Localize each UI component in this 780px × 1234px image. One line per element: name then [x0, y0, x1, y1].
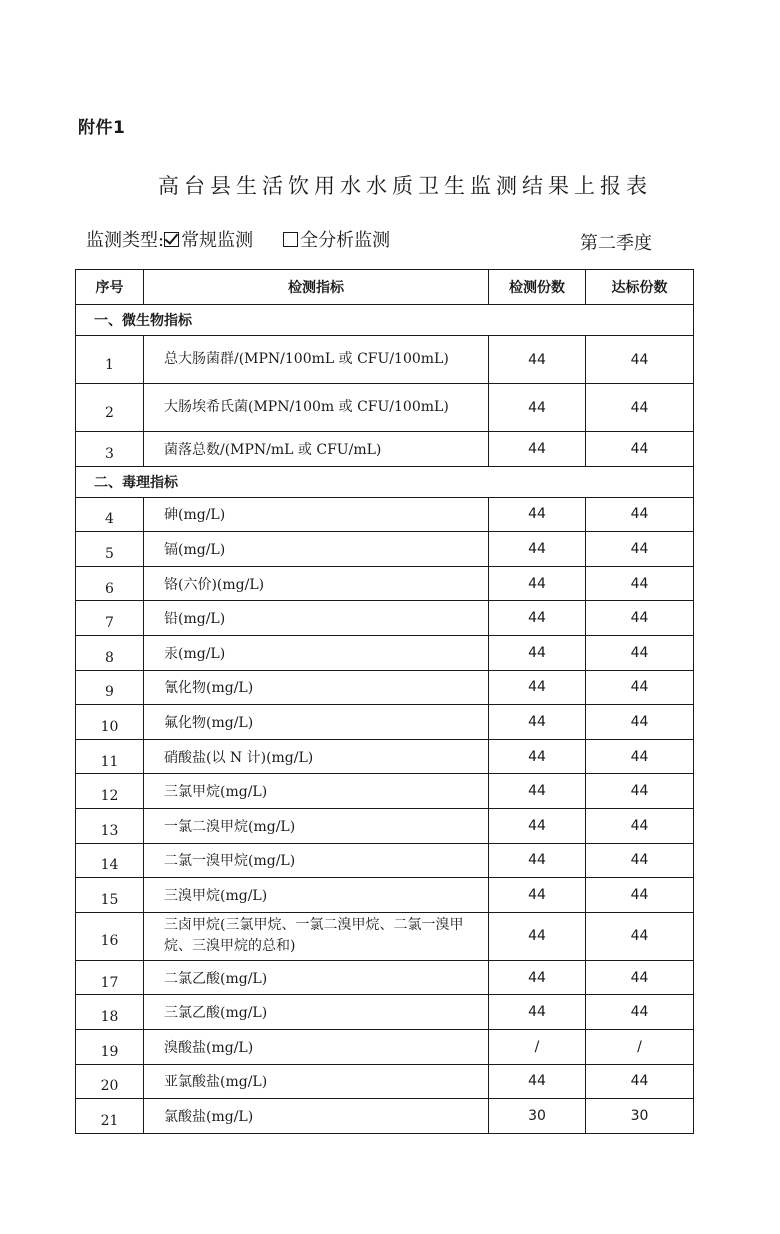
section-title: 二、毒理指标 — [76, 466, 694, 497]
cell-passed-count: 44 — [586, 497, 694, 532]
checked-checkbox-icon — [164, 232, 179, 247]
cell-serial: 19 — [76, 1029, 144, 1064]
cell-tested-count: 44 — [489, 995, 586, 1030]
cell-tested-count: 44 — [489, 384, 586, 432]
table-row — [76, 1064, 694, 1099]
header-passed-count: 达标份数 — [586, 270, 694, 305]
table-row — [76, 384, 694, 432]
table-row — [76, 336, 694, 384]
cell-indicator: 二氯一溴甲烷(mg/L) — [144, 843, 489, 878]
cell-serial: 7 — [76, 601, 144, 636]
cell-indicator: 亚氯酸盐(mg/L) — [144, 1064, 489, 1099]
cell-serial: 18 — [76, 995, 144, 1030]
cell-serial: 4 — [76, 497, 144, 532]
table-row — [76, 532, 694, 567]
monitor-type-option-routine: 常规监测 — [181, 230, 254, 251]
header-tested-count: 检测份数 — [489, 270, 586, 305]
table-row — [76, 739, 694, 774]
cell-passed-count: 44 — [586, 432, 694, 467]
cell-passed-count: 44 — [586, 739, 694, 774]
section-row — [76, 305, 694, 336]
cell-tested-count: 44 — [489, 635, 586, 670]
table-row — [76, 670, 694, 705]
cell-serial: 16 — [76, 912, 144, 960]
cell-passed-count: 44 — [586, 336, 694, 384]
cell-tested-count: 44 — [489, 601, 586, 636]
cell-tested-count: 44 — [489, 808, 586, 843]
cell-serial: 1 — [76, 336, 144, 384]
table-row — [76, 878, 694, 913]
cell-passed-count: 44 — [586, 878, 694, 913]
cell-serial: 11 — [76, 739, 144, 774]
table-row — [76, 432, 694, 467]
cell-serial: 20 — [76, 1064, 144, 1099]
cell-passed-count: 44 — [586, 670, 694, 705]
cell-indicator: 总大肠菌群/(MPN/100mL 或 CFU/100mL) — [144, 336, 489, 384]
cell-passed-count: 44 — [586, 601, 694, 636]
cell-indicator: 氰化物(mg/L) — [144, 670, 489, 705]
cell-indicator: 硝酸盐(以 N 计)(mg/L) — [144, 739, 489, 774]
cell-tested-count: 44 — [489, 1064, 586, 1099]
cell-tested-count: 44 — [489, 432, 586, 467]
section-row — [76, 466, 694, 497]
cell-passed-count: 44 — [586, 960, 694, 995]
table-row — [76, 912, 694, 960]
attachment-label: 附件1 — [78, 118, 126, 138]
header-indicator: 检测指标 — [144, 270, 489, 305]
cell-serial: 9 — [76, 670, 144, 705]
cell-tested-count: 44 — [489, 532, 586, 567]
cell-indicator: 铬(六价)(mg/L) — [144, 566, 489, 601]
cell-passed-count: 44 — [586, 774, 694, 809]
cell-indicator: 铅(mg/L) — [144, 601, 489, 636]
cell-passed-count: / — [586, 1029, 694, 1064]
table-row — [76, 774, 694, 809]
cell-indicator: 菌落总数/(MPN/mL 或 CFU/mL) — [144, 432, 489, 467]
cell-serial: 3 — [76, 432, 144, 467]
table-row — [76, 601, 694, 636]
cell-indicator: 三卤甲烷(三氯甲烷、一氯二溴甲烷、二氯一溴甲烷、三溴甲烷的总和) — [144, 912, 489, 960]
cell-serial: 10 — [76, 705, 144, 740]
cell-serial: 17 — [76, 960, 144, 995]
cell-passed-count: 44 — [586, 384, 694, 432]
cell-indicator: 一氯二溴甲烷(mg/L) — [144, 808, 489, 843]
cell-passed-count: 44 — [586, 532, 694, 567]
cell-indicator: 三氯甲烷(mg/L) — [144, 774, 489, 809]
table-row — [76, 566, 694, 601]
report-title: 高台县生活饮用水水质卫生监测结果上报表 — [158, 174, 652, 198]
cell-indicator: 大肠埃希氏菌(MPN/100m 或 CFU/100mL) — [144, 384, 489, 432]
cell-serial: 13 — [76, 808, 144, 843]
cell-serial: 14 — [76, 843, 144, 878]
table-row — [76, 635, 694, 670]
cell-tested-count: 44 — [489, 705, 586, 740]
cell-tested-count: 30 — [489, 1099, 586, 1134]
cell-tested-count: 44 — [489, 739, 586, 774]
unchecked-checkbox-icon — [283, 232, 298, 247]
cell-indicator: 二氯乙酸(mg/L) — [144, 960, 489, 995]
table-header-row — [76, 270, 694, 305]
cell-indicator: 砷(mg/L) — [144, 497, 489, 532]
cell-serial: 8 — [76, 635, 144, 670]
table-row — [76, 1099, 694, 1134]
cell-indicator: 三溴甲烷(mg/L) — [144, 878, 489, 913]
cell-tested-count: 44 — [489, 878, 586, 913]
cell-tested-count: / — [489, 1029, 586, 1064]
cell-serial: 21 — [76, 1099, 144, 1134]
table-row — [76, 995, 694, 1030]
cell-serial: 6 — [76, 566, 144, 601]
monitor-type-line — [86, 226, 390, 252]
cell-passed-count: 44 — [586, 705, 694, 740]
cell-passed-count: 44 — [586, 995, 694, 1030]
table-row — [76, 1029, 694, 1064]
cell-passed-count: 30 — [586, 1099, 694, 1134]
results-table — [75, 269, 694, 1134]
cell-passed-count: 44 — [586, 1064, 694, 1099]
cell-passed-count: 44 — [586, 843, 694, 878]
cell-tested-count: 44 — [489, 912, 586, 960]
cell-serial: 12 — [76, 774, 144, 809]
cell-indicator: 氟化物(mg/L) — [144, 705, 489, 740]
cell-tested-count: 44 — [489, 336, 586, 384]
table-row — [76, 843, 694, 878]
cell-indicator: 溴酸盐(mg/L) — [144, 1029, 489, 1064]
header-serial: 序号 — [76, 270, 144, 305]
cell-passed-count: 44 — [586, 635, 694, 670]
season-label: 第二季度 — [580, 233, 652, 254]
cell-tested-count: 44 — [489, 566, 586, 601]
cell-tested-count: 44 — [489, 843, 586, 878]
monitor-type-option-full: 全分析监测 — [300, 230, 391, 251]
cell-serial: 5 — [76, 532, 144, 567]
cell-tested-count: 44 — [489, 670, 586, 705]
cell-indicator: 汞(mg/L) — [144, 635, 489, 670]
cell-tested-count: 44 — [489, 960, 586, 995]
table-row — [76, 497, 694, 532]
cell-serial: 2 — [76, 384, 144, 432]
table-body — [76, 305, 694, 1134]
section-title: 一、微生物指标 — [76, 305, 694, 336]
cell-tested-count: 44 — [489, 774, 586, 809]
cell-tested-count: 44 — [489, 497, 586, 532]
table-row — [76, 705, 694, 740]
cell-passed-count: 44 — [586, 808, 694, 843]
cell-indicator: 氯酸盐(mg/L) — [144, 1099, 489, 1134]
table-row — [76, 960, 694, 995]
cell-serial: 15 — [76, 878, 144, 913]
monitor-type-label: 监测类型: — [86, 230, 165, 251]
cell-indicator: 三氯乙酸(mg/L) — [144, 995, 489, 1030]
table-row — [76, 808, 694, 843]
cell-indicator: 镉(mg/L) — [144, 532, 489, 567]
cell-passed-count: 44 — [586, 566, 694, 601]
cell-passed-count: 44 — [586, 912, 694, 960]
